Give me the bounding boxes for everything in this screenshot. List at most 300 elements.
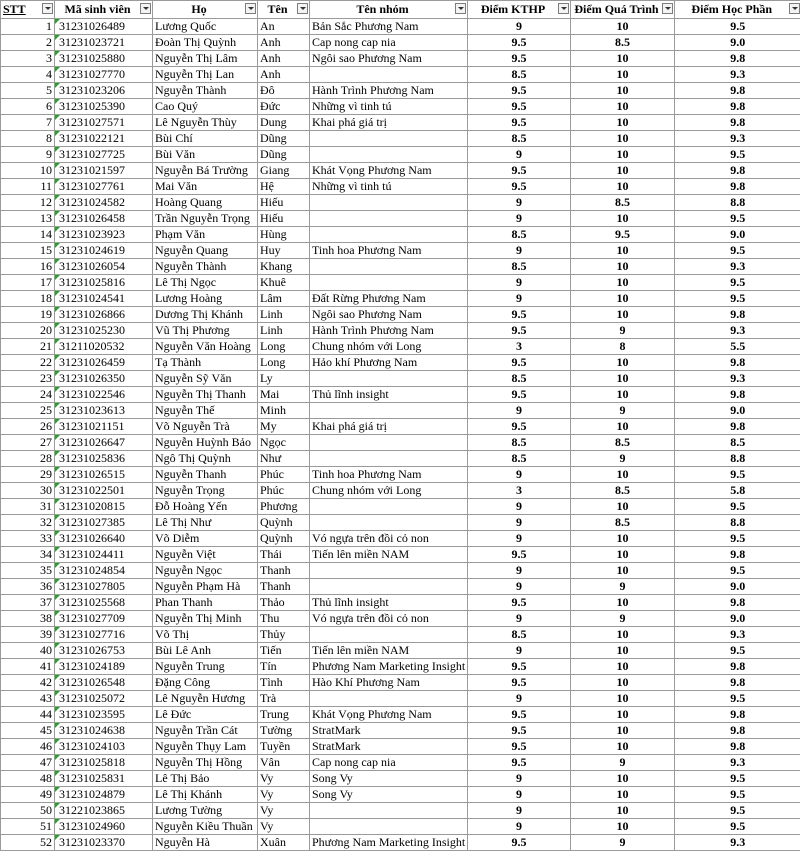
cell-course-score[interactable]: 9.8 (675, 723, 800, 739)
cell-student-id[interactable]: 31231026640 (55, 531, 153, 547)
cell-student-id[interactable]: 31231027716 (55, 627, 153, 643)
cell-surname[interactable]: Nguyễn Huỳnh Bảo (153, 435, 258, 451)
cell-surname[interactable]: Đỗ Hoàng Yến (153, 499, 258, 515)
cell-exam-score[interactable]: 9.5 (468, 595, 571, 611)
cell-group-name[interactable]: Vó ngựa trên đồi cỏ non (310, 531, 468, 547)
cell-process-score[interactable]: 10 (571, 387, 675, 403)
cell-group-name[interactable] (310, 451, 468, 467)
cell-first-name[interactable]: Hiếu (258, 195, 310, 211)
cell-process-score[interactable]: 10 (571, 739, 675, 755)
cell-stt[interactable]: 31 (1, 499, 55, 515)
cell-student-id[interactable]: 31231024103 (55, 739, 153, 755)
cell-surname[interactable]: Lê Nguyễn Hương (153, 691, 258, 707)
cell-first-name[interactable]: Thủy (258, 627, 310, 643)
cell-group-name[interactable] (310, 371, 468, 387)
filter-dropdown-icon[interactable] (662, 3, 673, 14)
cell-student-id[interactable]: 31231027761 (55, 179, 153, 195)
cell-stt[interactable]: 17 (1, 275, 55, 291)
cell-exam-score[interactable]: 3 (468, 483, 571, 499)
cell-process-score[interactable]: 10 (571, 115, 675, 131)
cell-first-name[interactable]: Huy (258, 243, 310, 259)
cell-process-score[interactable]: 10 (571, 259, 675, 275)
cell-student-id[interactable]: 31231025818 (55, 755, 153, 771)
cell-student-id[interactable]: 31231023613 (55, 403, 153, 419)
cell-student-id[interactable]: 31231025880 (55, 51, 153, 67)
cell-group-name[interactable] (310, 67, 468, 83)
cell-exam-score[interactable]: 9.5 (468, 755, 571, 771)
cell-process-score[interactable]: 10 (571, 819, 675, 835)
cell-student-id[interactable]: 31231027805 (55, 579, 153, 595)
cell-student-id[interactable]: 31231022546 (55, 387, 153, 403)
cell-group-name[interactable]: Những vì tinh tú (310, 179, 468, 195)
cell-student-id[interactable]: 31231021597 (55, 163, 153, 179)
cell-course-score[interactable]: 9.0 (675, 227, 800, 243)
cell-stt[interactable]: 51 (1, 819, 55, 835)
cell-surname[interactable]: Nguyễn Sỹ Văn (153, 371, 258, 387)
cell-surname[interactable]: Nguyễn Trần Cát (153, 723, 258, 739)
cell-stt[interactable]: 22 (1, 355, 55, 371)
cell-process-score[interactable]: 10 (571, 563, 675, 579)
cell-stt[interactable]: 39 (1, 627, 55, 643)
cell-surname[interactable]: Nguyễn Thị Minh (153, 611, 258, 627)
cell-group-name[interactable] (310, 275, 468, 291)
cell-process-score[interactable]: 9 (571, 835, 675, 851)
cell-exam-score[interactable]: 9 (468, 771, 571, 787)
cell-course-score[interactable]: 9.8 (675, 115, 800, 131)
cell-course-score[interactable]: 5.8 (675, 483, 800, 499)
cell-course-score[interactable]: 9.3 (675, 755, 800, 771)
cell-exam-score[interactable]: 9 (468, 563, 571, 579)
cell-first-name[interactable]: Thanh (258, 579, 310, 595)
cell-stt[interactable]: 28 (1, 451, 55, 467)
filter-dropdown-icon[interactable] (558, 3, 569, 14)
cell-course-score[interactable]: 9.8 (675, 659, 800, 675)
cell-first-name[interactable]: Trà (258, 691, 310, 707)
cell-first-name[interactable]: Tuyền (258, 739, 310, 755)
cell-student-id[interactable]: 31221023865 (55, 803, 153, 819)
cell-first-name[interactable]: Linh (258, 307, 310, 323)
cell-stt[interactable]: 15 (1, 243, 55, 259)
cell-exam-score[interactable]: 9.5 (468, 707, 571, 723)
cell-course-score[interactable]: 9.3 (675, 835, 800, 851)
cell-course-score[interactable]: 9.8 (675, 179, 800, 195)
cell-process-score[interactable]: 8.5 (571, 483, 675, 499)
cell-group-name[interactable]: Cap nong cap nia (310, 755, 468, 771)
cell-process-score[interactable]: 10 (571, 147, 675, 163)
cell-exam-score[interactable]: 9 (468, 515, 571, 531)
cell-process-score[interactable]: 8.5 (571, 515, 675, 531)
cell-course-score[interactable]: 9.8 (675, 547, 800, 563)
cell-exam-score[interactable]: 8.5 (468, 451, 571, 467)
cell-course-score[interactable]: 9.3 (675, 131, 800, 147)
cell-process-score[interactable]: 10 (571, 51, 675, 67)
cell-group-name[interactable]: Tinh hoa Phương Nam (310, 243, 468, 259)
cell-group-name[interactable] (310, 691, 468, 707)
cell-student-id[interactable]: 31231024854 (55, 563, 153, 579)
cell-exam-score[interactable]: 9.5 (468, 355, 571, 371)
cell-surname[interactable]: Nguyễn Bá Trường (153, 163, 258, 179)
cell-student-id[interactable]: 31231022121 (55, 131, 153, 147)
cell-process-score[interactable]: 10 (571, 83, 675, 99)
cell-student-id[interactable]: 31231023206 (55, 83, 153, 99)
cell-stt[interactable]: 10 (1, 163, 55, 179)
cell-surname[interactable]: Nguyễn Thành (153, 83, 258, 99)
cell-process-score[interactable]: 9 (571, 579, 675, 595)
cell-group-name[interactable]: Song Vy (310, 787, 468, 803)
cell-exam-score[interactable]: 9.5 (468, 51, 571, 67)
cell-stt[interactable]: 35 (1, 563, 55, 579)
cell-surname[interactable]: Nguyễn Trọng (153, 483, 258, 499)
cell-first-name[interactable]: Khuê (258, 275, 310, 291)
cell-first-name[interactable]: Dung (258, 115, 310, 131)
cell-stt[interactable]: 36 (1, 579, 55, 595)
cell-course-score[interactable]: 9.0 (675, 579, 800, 595)
cell-first-name[interactable]: Anh (258, 35, 310, 51)
cell-student-id[interactable]: 31231026515 (55, 467, 153, 483)
cell-stt[interactable]: 16 (1, 259, 55, 275)
cell-course-score[interactable]: 9.5 (675, 275, 800, 291)
cell-student-id[interactable]: 31231024619 (55, 243, 153, 259)
cell-surname[interactable]: Tạ Thành (153, 355, 258, 371)
cell-stt[interactable]: 1 (1, 19, 55, 35)
cell-course-score[interactable]: 9.8 (675, 99, 800, 115)
cell-exam-score[interactable]: 9 (468, 147, 571, 163)
cell-group-name[interactable]: Chung nhóm với Long (310, 339, 468, 355)
cell-process-score[interactable]: 10 (571, 67, 675, 83)
cell-process-score[interactable]: 10 (571, 19, 675, 35)
cell-exam-score[interactable]: 8.5 (468, 131, 571, 147)
cell-student-id[interactable]: 31231024541 (55, 291, 153, 307)
cell-group-name[interactable] (310, 579, 468, 595)
cell-student-id[interactable]: 31231025831 (55, 771, 153, 787)
cell-stt[interactable]: 47 (1, 755, 55, 771)
cell-group-name[interactable] (310, 627, 468, 643)
cell-exam-score[interactable]: 9 (468, 643, 571, 659)
cell-student-id[interactable]: 31231023721 (55, 35, 153, 51)
cell-course-score[interactable]: 9.5 (675, 643, 800, 659)
cell-stt[interactable]: 45 (1, 723, 55, 739)
cell-student-id[interactable]: 31231020815 (55, 499, 153, 515)
cell-stt[interactable]: 14 (1, 227, 55, 243)
filter-dropdown-icon[interactable] (140, 3, 151, 14)
cell-first-name[interactable]: Tín (258, 659, 310, 675)
cell-stt[interactable]: 33 (1, 531, 55, 547)
cell-stt[interactable]: 38 (1, 611, 55, 627)
cell-course-score[interactable]: 9.8 (675, 739, 800, 755)
cell-process-score[interactable]: 10 (571, 531, 675, 547)
cell-exam-score[interactable]: 9 (468, 403, 571, 419)
cell-process-score[interactable]: 10 (571, 675, 675, 691)
cell-course-score[interactable]: 9.3 (675, 259, 800, 275)
cell-surname[interactable]: Đặng Công (153, 675, 258, 691)
cell-course-score[interactable]: 9.5 (675, 691, 800, 707)
cell-group-name[interactable]: Bản Sắc Phương Nam (310, 19, 468, 35)
cell-exam-score[interactable]: 9.5 (468, 547, 571, 563)
cell-first-name[interactable]: Thảo (258, 595, 310, 611)
cell-stt[interactable]: 49 (1, 787, 55, 803)
cell-process-score[interactable]: 9.5 (571, 227, 675, 243)
cell-student-id[interactable]: 31231021151 (55, 419, 153, 435)
cell-group-name[interactable]: Thủ lĩnh insight (310, 595, 468, 611)
cell-group-name[interactable] (310, 211, 468, 227)
filter-dropdown-icon[interactable] (245, 3, 256, 14)
cell-process-score[interactable]: 10 (571, 99, 675, 115)
cell-group-name[interactable]: Những vì tinh tú (310, 99, 468, 115)
cell-first-name[interactable]: Linh (258, 323, 310, 339)
cell-exam-score[interactable]: 9 (468, 467, 571, 483)
cell-student-id[interactable]: 31231023595 (55, 707, 153, 723)
cell-surname[interactable]: Trần Nguyễn Trọng (153, 211, 258, 227)
cell-exam-score[interactable]: 9 (468, 243, 571, 259)
cell-exam-score[interactable]: 9 (468, 691, 571, 707)
cell-exam-score[interactable]: 8.5 (468, 371, 571, 387)
cell-process-score[interactable]: 10 (571, 547, 675, 563)
cell-surname[interactable]: Phạm Văn (153, 227, 258, 243)
cell-surname[interactable]: Nguyễn Thị Hồng (153, 755, 258, 771)
cell-course-score[interactable]: 8.8 (675, 515, 800, 531)
cell-surname[interactable]: Mai Văn (153, 179, 258, 195)
cell-exam-score[interactable]: 9.5 (468, 35, 571, 51)
cell-group-name[interactable]: Cap nong cap nia (310, 35, 468, 51)
cell-course-score[interactable]: 9.3 (675, 371, 800, 387)
cell-first-name[interactable]: Ngọc (258, 435, 310, 451)
cell-exam-score[interactable]: 9 (468, 291, 571, 307)
cell-group-name[interactable] (310, 515, 468, 531)
cell-surname[interactable]: Lương Hoàng (153, 291, 258, 307)
cell-surname[interactable]: Nguyễn Thị Lâm (153, 51, 258, 67)
cell-exam-score[interactable]: 9 (468, 579, 571, 595)
cell-first-name[interactable]: Khang (258, 259, 310, 275)
cell-exam-score[interactable]: 8.5 (468, 227, 571, 243)
cell-student-id[interactable]: 31231024960 (55, 819, 153, 835)
cell-stt[interactable]: 12 (1, 195, 55, 211)
cell-student-id[interactable]: 31231025390 (55, 99, 153, 115)
cell-surname[interactable]: Nguyễn Ngọc (153, 563, 258, 579)
cell-surname[interactable]: Lê Nguyễn Thùy (153, 115, 258, 131)
cell-first-name[interactable]: Trung (258, 707, 310, 723)
cell-exam-score[interactable]: 9.5 (468, 739, 571, 755)
cell-course-score[interactable]: 9.5 (675, 147, 800, 163)
cell-stt[interactable]: 43 (1, 691, 55, 707)
cell-student-id[interactable]: 31231026459 (55, 355, 153, 371)
cell-exam-score[interactable]: 3 (468, 339, 571, 355)
filter-dropdown-icon[interactable] (42, 3, 53, 14)
cell-surname[interactable]: Nguyễn Phạm Hà (153, 579, 258, 595)
cell-first-name[interactable]: Hùng (258, 227, 310, 243)
cell-stt[interactable]: 44 (1, 707, 55, 723)
cell-stt[interactable]: 27 (1, 435, 55, 451)
cell-surname[interactable]: Cao Quý (153, 99, 258, 115)
cell-process-score[interactable]: 9 (571, 755, 675, 771)
cell-first-name[interactable]: Long (258, 355, 310, 371)
cell-surname[interactable]: Ngô Thị Quỳnh (153, 451, 258, 467)
cell-course-score[interactable]: 9.5 (675, 291, 800, 307)
cell-exam-score[interactable]: 9.5 (468, 99, 571, 115)
cell-student-id[interactable]: 31231026647 (55, 435, 153, 451)
cell-stt[interactable]: 18 (1, 291, 55, 307)
cell-student-id[interactable]: 31231027709 (55, 611, 153, 627)
cell-first-name[interactable]: Phương (258, 499, 310, 515)
cell-first-name[interactable]: Xuân (258, 835, 310, 851)
cell-process-score[interactable]: 10 (571, 179, 675, 195)
cell-surname[interactable]: Nguyễn Thụy Lam (153, 739, 258, 755)
cell-first-name[interactable]: Vân (258, 755, 310, 771)
cell-exam-score[interactable]: 9 (468, 275, 571, 291)
cell-process-score[interactable]: 10 (571, 499, 675, 515)
cell-group-name[interactable] (310, 803, 468, 819)
cell-first-name[interactable]: Giang (258, 163, 310, 179)
cell-course-score[interactable]: 9.8 (675, 307, 800, 323)
cell-exam-score[interactable]: 9 (468, 803, 571, 819)
cell-student-id[interactable]: 31211020532 (55, 339, 153, 355)
cell-exam-score[interactable]: 9.5 (468, 179, 571, 195)
cell-exam-score[interactable]: 9 (468, 19, 571, 35)
cell-first-name[interactable]: Hiếu (258, 211, 310, 227)
cell-exam-score[interactable]: 9 (468, 195, 571, 211)
cell-course-score[interactable]: 9.5 (675, 803, 800, 819)
cell-student-id[interactable]: 31231024582 (55, 195, 153, 211)
cell-surname[interactable]: Lương Quốc (153, 19, 258, 35)
cell-surname[interactable]: Lê Thị Bảo (153, 771, 258, 787)
cell-student-id[interactable]: 31231027571 (55, 115, 153, 131)
cell-student-id[interactable]: 31231027725 (55, 147, 153, 163)
cell-stt[interactable]: 5 (1, 83, 55, 99)
cell-exam-score[interactable]: 9.5 (468, 115, 571, 131)
cell-exam-score[interactable]: 9.5 (468, 419, 571, 435)
cell-course-score[interactable]: 8.5 (675, 435, 800, 451)
cell-exam-score[interactable]: 9.5 (468, 723, 571, 739)
cell-surname[interactable]: Dương Thị Khánh (153, 307, 258, 323)
cell-stt[interactable]: 21 (1, 339, 55, 355)
cell-group-name[interactable] (310, 131, 468, 147)
cell-exam-score[interactable]: 9 (468, 499, 571, 515)
filter-dropdown-icon[interactable] (297, 3, 308, 14)
cell-group-name[interactable]: Hành Trình Phương Nam (310, 83, 468, 99)
cell-process-score[interactable]: 10 (571, 627, 675, 643)
cell-first-name[interactable]: My (258, 419, 310, 435)
cell-group-name[interactable]: Đất Rừng Phương Nam (310, 291, 468, 307)
cell-process-score[interactable]: 10 (571, 659, 675, 675)
cell-student-id[interactable]: 31231027385 (55, 515, 153, 531)
cell-course-score[interactable]: 9.5 (675, 243, 800, 259)
cell-group-name[interactable]: Thủ lĩnh insight (310, 387, 468, 403)
cell-student-id[interactable]: 31231023370 (55, 835, 153, 851)
cell-course-score[interactable]: 9.3 (675, 67, 800, 83)
cell-process-score[interactable]: 10 (571, 467, 675, 483)
cell-course-score[interactable]: 9.0 (675, 403, 800, 419)
cell-student-id[interactable]: 31231022501 (55, 483, 153, 499)
cell-student-id[interactable]: 31231025072 (55, 691, 153, 707)
cell-course-score[interactable]: 9.8 (675, 707, 800, 723)
cell-surname[interactable]: Nguyễn Văn Hoàng (153, 339, 258, 355)
cell-course-score[interactable]: 9.5 (675, 19, 800, 35)
cell-course-score[interactable]: 8.8 (675, 451, 800, 467)
cell-course-score[interactable]: 9.5 (675, 819, 800, 835)
cell-surname[interactable]: Bùi Chí (153, 131, 258, 147)
cell-stt[interactable]: 11 (1, 179, 55, 195)
cell-surname[interactable]: Phan Thanh (153, 595, 258, 611)
cell-exam-score[interactable]: 9 (468, 819, 571, 835)
cell-first-name[interactable]: Quỳnh (258, 531, 310, 547)
cell-first-name[interactable]: Đô (258, 83, 310, 99)
cell-surname[interactable]: Lương Tường (153, 803, 258, 819)
cell-first-name[interactable]: Hệ (258, 179, 310, 195)
cell-process-score[interactable]: 10 (571, 291, 675, 307)
cell-first-name[interactable]: Thu (258, 611, 310, 627)
cell-exam-score[interactable]: 9.5 (468, 659, 571, 675)
cell-first-name[interactable]: Vy (258, 771, 310, 787)
cell-surname[interactable]: Nguyễn Thành (153, 259, 258, 275)
cell-student-id[interactable]: 31231026458 (55, 211, 153, 227)
cell-surname[interactable]: Nguyễn Hà (153, 835, 258, 851)
cell-student-id[interactable]: 31231024189 (55, 659, 153, 675)
cell-group-name[interactable]: Vó ngựa trên đồi cỏ non (310, 611, 468, 627)
cell-stt[interactable]: 50 (1, 803, 55, 819)
cell-group-name[interactable]: Tiến lên miền NAM (310, 643, 468, 659)
cell-student-id[interactable]: 31231026350 (55, 371, 153, 387)
cell-student-id[interactable]: 31231025230 (55, 323, 153, 339)
cell-course-score[interactable]: 9.8 (675, 419, 800, 435)
cell-exam-score[interactable]: 9 (468, 611, 571, 627)
cell-stt[interactable]: 48 (1, 771, 55, 787)
cell-stt[interactable]: 8 (1, 131, 55, 147)
cell-exam-score[interactable]: 9.5 (468, 83, 571, 99)
cell-group-name[interactable]: Hành Trình Phương Nam (310, 323, 468, 339)
cell-exam-score[interactable]: 8.5 (468, 67, 571, 83)
cell-course-score[interactable]: 9.8 (675, 675, 800, 691)
cell-first-name[interactable]: Vy (258, 803, 310, 819)
cell-first-name[interactable]: Mai (258, 387, 310, 403)
cell-first-name[interactable]: Phúc (258, 483, 310, 499)
cell-group-name[interactable]: Khai phá giá trị (310, 419, 468, 435)
cell-first-name[interactable]: Đức (258, 99, 310, 115)
cell-process-score[interactable]: 8.5 (571, 195, 675, 211)
cell-stt[interactable]: 40 (1, 643, 55, 659)
cell-course-score[interactable]: 9.5 (675, 499, 800, 515)
cell-course-score[interactable]: 9.0 (675, 611, 800, 627)
cell-stt[interactable]: 52 (1, 835, 55, 851)
cell-stt[interactable]: 6 (1, 99, 55, 115)
cell-exam-score[interactable]: 8.5 (468, 627, 571, 643)
cell-student-id[interactable]: 31231026489 (55, 19, 153, 35)
cell-process-score[interactable]: 9 (571, 451, 675, 467)
cell-first-name[interactable]: An (258, 19, 310, 35)
cell-group-name[interactable] (310, 403, 468, 419)
cell-first-name[interactable]: Anh (258, 51, 310, 67)
cell-first-name[interactable]: Tiến (258, 643, 310, 659)
filter-dropdown-icon[interactable] (789, 3, 800, 14)
cell-group-name[interactable] (310, 147, 468, 163)
cell-exam-score[interactable]: 9.5 (468, 835, 571, 851)
cell-surname[interactable]: Nguyễn Việt (153, 547, 258, 563)
cell-surname[interactable]: Nguyễn Kiều Thuần (153, 819, 258, 835)
cell-exam-score[interactable]: 8.5 (468, 259, 571, 275)
cell-process-score[interactable]: 10 (571, 275, 675, 291)
cell-surname[interactable]: Hoàng Quang (153, 195, 258, 211)
cell-exam-score[interactable]: 9.5 (468, 675, 571, 691)
cell-process-score[interactable]: 8 (571, 339, 675, 355)
cell-student-id[interactable]: 31231025816 (55, 275, 153, 291)
cell-stt[interactable]: 19 (1, 307, 55, 323)
cell-group-name[interactable]: Ngôi sao Phương Nam (310, 51, 468, 67)
cell-process-score[interactable]: 10 (571, 787, 675, 803)
cell-stt[interactable]: 29 (1, 467, 55, 483)
cell-stt[interactable]: 23 (1, 371, 55, 387)
cell-surname[interactable]: Nguyễn Quang (153, 243, 258, 259)
cell-stt[interactable]: 41 (1, 659, 55, 675)
cell-first-name[interactable]: Thanh (258, 563, 310, 579)
cell-course-score[interactable]: 9.8 (675, 163, 800, 179)
